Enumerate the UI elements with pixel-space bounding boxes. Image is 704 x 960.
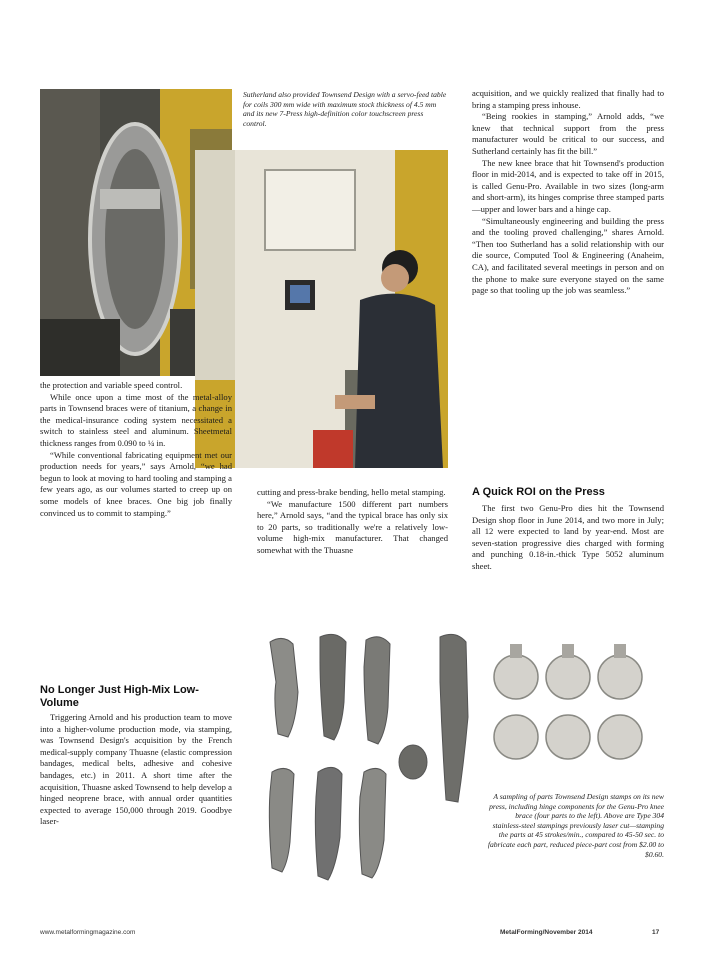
page-number: 17	[652, 929, 660, 936]
section-heading-quick-roi: A Quick ROI on the Press	[472, 486, 605, 498]
col3-paragraph: “Simultaneously engineering and building the press and the tooling proved challenging,” shares Arnold. “Then too Sutherland has a solid relationship with our die source, Computed Tool & Engineering (Anaheim, CA), and facilitated several meetings in person and on the phone to make sure everyone stayed on the same page so that tooling up the job was seamless.”	[472, 215, 664, 296]
col1-paragraph: “While conventional fabricating equipment met our production needs for years,” says Arnold, “we had begun to look at moving to hard tooling and stamping a few years ago, as our volumes started to creep up on some models of knee braces. One big job finally convinced us to commit to stamping.”	[40, 449, 232, 518]
column-1-top-text	[40, 380, 232, 519]
col1-paragraph: Triggering Arnold and his production team to move into a higher-volume production mode, via stamping, was Townsend Design's acquisition by the French medical-supply company Thuasne (elastic compression bandages, medical belts, adhesive and cohesive bandages, etc.) in 2011. A short time after the acquisition, Thuasne asked Townsend to help develop a hinged neoprene brace, with annual order quantities expected to average 150,000 through 2019. Goodbye laser-	[40, 712, 232, 827]
top-photo-caption: Sutherland also provided Townsend Design with a servo-feed table for coils 300 mm wide with maximum stock thickness of 4.5 mm and its new 7-Press high-definition color touchscreen press control.	[243, 90, 447, 128]
column-3-bottom-text	[472, 503, 664, 573]
col3-paragraph: The first two Genu-Pro dies hit the Townsend Design shop floor in June 2014, and two more in July; all 12 were expected to land by year-end. Most are seven-station progressive dies charged with forming and punching 0.18-in.-thick Type 5052 aluminum sheet.	[472, 503, 664, 571]
section-heading-high-mix: No Longer Just High-Mix Low-Volume	[40, 684, 199, 709]
column-2-text	[257, 487, 448, 557]
col2-paragraph: “We manufacture 1500 different part numbers here,” Arnold says, “and the typical brace has only six to 20 parts, so traditionally we're a relatively low-volume high-mix manufacturer. That changed somewhat with the Thuasne	[257, 498, 448, 555]
footer-url: www.metalformingmagazine.com	[40, 929, 136, 936]
footer-magazine: MetalForming/November 2014	[500, 929, 593, 936]
col3-paragraph: The new knee brace that hit Townsend's production floor in mid-2014, and is expected to take off in 2015, is called Genu-Pro. Available in two sizes (long-arm and short-arm), its hinges comprise three stamped parts—upper and lower bars and a hinge cap.	[472, 157, 664, 214]
col3-paragraph: acquisition, and we quickly realized that finally had to bring a stamping press inhouse.	[472, 88, 664, 110]
stamped-parts-photo	[258, 622, 664, 902]
col1-paragraph: the protection and variable speed control.	[40, 380, 183, 390]
col3-paragraph: “Being rookies in stamping,” Arnold adds, “we knew that technical support from the press manufacturer would be critical to our success, and Sutherland certainly has fit the bill.”	[472, 111, 664, 156]
press-operator-photo	[195, 150, 448, 468]
col2-paragraph: cutting and press-brake bending, hello metal stamping.	[257, 487, 446, 497]
column-3-top-text	[472, 88, 664, 297]
column-1-bottom-text	[40, 712, 232, 828]
col1-paragraph: While once upon a time most of the metal-alloy parts in Townsend braces were of titanium, a change in the medical-insurance coding system necessitated a switch to stainless steel and aluminum. Sheetmetal thickness ranges from 0.090 to ¼ in.	[40, 391, 232, 448]
bottom-photo-caption: A sampling of parts Townsend Design stamps on its new press, including hinge components for the Genu-Pro knee brace (four parts to the left). Above are Type 304 stainless-steel stampings previously laser cut—stamping the parts at 45 strokes/min., compared to 45-50 sec. to fabricate each part, reduced piece-part cost from $2.00 to $0.60.	[487, 792, 664, 859]
